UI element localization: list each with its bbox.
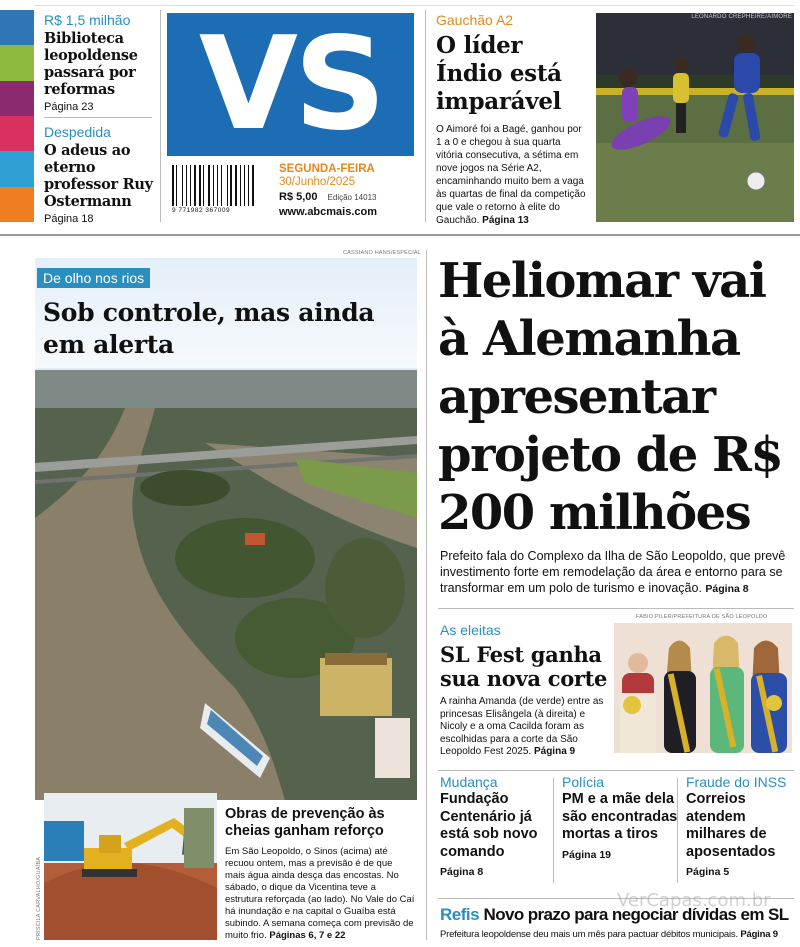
price: R$ 5,00 (279, 191, 318, 203)
barcode-bar (248, 165, 249, 206)
column-divider (160, 10, 161, 222)
refis-body (440, 929, 800, 940)
barcode-bar (233, 165, 234, 206)
barcode-bar (241, 165, 243, 206)
barcode-bar (190, 165, 191, 206)
barcode-bar (238, 165, 239, 206)
barcode-bar (188, 165, 189, 206)
barcode-bar (219, 165, 220, 206)
barcode-bar (211, 165, 212, 206)
photo-credit: FABIO PILER/PREFEITURA DE SÃO LEOPOLDO (636, 614, 768, 620)
page-reference: Página 19 (562, 848, 612, 861)
barcode-bar (208, 165, 210, 206)
refis-label: Refis (440, 905, 480, 924)
brief-headline: PM e a mãe dela são encontradas mortas a tiros (562, 791, 678, 842)
story-headline: O líder Índio está imparável (436, 32, 562, 115)
barcode-bar (223, 165, 225, 206)
story-obras[interactable] (225, 806, 415, 942)
photo-credit-vertical (36, 800, 42, 940)
barcode-bar (194, 165, 196, 206)
story-body-text: O Aimoré foi a Bagé, ganhou por 1 a 0 e chegou à sua quarta vitória consecutiva, a sétima em nove jogos na Série A2, encaminhando muito bem a vaga às quartas de final da competição que vale o retorno à elite do Gauchão. (436, 124, 586, 226)
logo-text: VS (198, 9, 383, 159)
page-reference: Páginas 6, 7 e 22 (269, 930, 346, 941)
barcode-bar (192, 165, 193, 206)
barcode-bar (240, 165, 241, 206)
barcode-bar (255, 165, 257, 206)
barcode-bar (197, 165, 198, 206)
story-headline: SL Fest ganha sua nova corte (440, 642, 608, 691)
excavator-illustration (44, 793, 217, 940)
story-headline[interactable]: Sob controle, mas ainda em alerta (43, 298, 375, 359)
barcode-bar (176, 165, 177, 206)
barcode-bar (199, 165, 201, 206)
newspaper-logo[interactable] (167, 9, 414, 159)
barcode-bar (182, 165, 183, 206)
barcode-bar (183, 165, 185, 206)
edition-info (279, 163, 419, 218)
barcode-bar (205, 165, 207, 206)
weekday: SEGUNDA-FEIRA (279, 163, 375, 175)
barcode-bar (175, 165, 176, 206)
court-photo (614, 623, 792, 753)
barcode-bar (252, 165, 254, 206)
story-kicker: R$ 1,5 milhão (44, 12, 131, 28)
page-reference: Página 5 (686, 866, 730, 878)
column-divider (426, 250, 427, 940)
soccer-photo (596, 13, 794, 222)
brief-policia[interactable] (562, 774, 680, 861)
page-reference: Página 13 (482, 215, 529, 226)
brief-mudanca[interactable] (440, 774, 552, 878)
top-rule (34, 5, 794, 6)
barcode-bar (244, 165, 245, 206)
edition-number: Edição 14013 (327, 193, 377, 202)
date: 30/Junho/2025 (279, 176, 356, 188)
story-slfest[interactable] (440, 622, 610, 759)
story-body (436, 123, 586, 227)
story-kicker-badge: De olho nos rios (37, 268, 150, 288)
story-body-text: A rainha Amanda (de verde) entre as princesas Elisângela (à direita) e Nicoly e a oma Cacilda foram as escolhidas para a corte da São Leopoldo Fest 2025. (440, 696, 604, 757)
column-divider (553, 778, 554, 883)
brief-inss[interactable] (686, 774, 798, 878)
section-divider (438, 608, 794, 609)
brief-headline: Fundação Centenário já está sob novo comando (440, 791, 538, 860)
story-headline: Obras de prevenção às cheias ganham reforço (225, 806, 385, 839)
page-reference: Página 8 (705, 583, 749, 595)
barcode-number: 9 771982 367009 (172, 207, 231, 214)
story-body-text: Prefeito fala do Complexo da Ilha de São Leopoldo, que prevê investimento forte em remodelação da área e entorno para se transformar em um polo de turismo e inovação. (440, 549, 786, 595)
column-divider (677, 778, 678, 883)
main-headline[interactable]: Heliomar vai à Alemanha apresentar projeto de R$ 200 milhões (438, 253, 783, 541)
aerial-river-photo (35, 258, 417, 800)
column-divider (425, 10, 426, 222)
story-headline: Biblioteca leopoldense passará por reformas (44, 30, 138, 98)
barcode-bar (203, 165, 204, 206)
page-reference: Página 18 (44, 213, 94, 225)
photo-credit: CASSIANO HANS/ESPECIAL (343, 250, 422, 256)
header-divider (0, 234, 800, 236)
story-despedida[interactable] (44, 124, 158, 225)
page-reference: Página 9 (533, 746, 576, 757)
barcode-bar (235, 165, 237, 206)
brief-kicker: Polícia (562, 774, 605, 790)
barcode-bars (172, 165, 258, 206)
barcode-bar (250, 165, 251, 206)
page-reference: Página 9 (740, 929, 778, 940)
barcode-bar (217, 165, 218, 206)
barcode-bar (246, 165, 248, 206)
barcode-bar (202, 165, 203, 206)
story-headline: O adeus ao eterno professor Ruy Ostermann (44, 142, 153, 210)
story-body (440, 696, 610, 759)
refis-headline: Novo prazo para negociar dívidas em SL (483, 905, 789, 924)
section-divider (438, 770, 794, 771)
watermark: VerCapas.com.br (617, 890, 771, 911)
barcode-bar (228, 165, 229, 206)
barcode (172, 165, 258, 215)
barcode-bar (186, 165, 188, 206)
excavator-photo (44, 793, 217, 940)
story-gauchao[interactable] (436, 12, 586, 227)
brief-headline: Correios atendem milhares de aposentados (686, 791, 776, 860)
barcode-bar (215, 165, 217, 206)
section-color-bar (0, 10, 34, 222)
story-biblioteca[interactable] (44, 12, 156, 113)
barcode-bar (227, 165, 228, 206)
story-kicker: As eleitas (440, 622, 501, 638)
main-story-body (440, 548, 794, 597)
brief-kicker: Mudança (440, 774, 498, 790)
barcode-bar (230, 165, 232, 206)
photo-credit: LEONARDO CREPHEIRE/AIMORÉ (691, 14, 792, 20)
photo-credit: PRISCILA CARVALHO/GUAÍBA (36, 856, 42, 940)
story-kicker: Despedida (44, 124, 111, 140)
story-body-text: Prefeitura leopoldense deu mais um mês para pactuar débitos municipais. (440, 929, 738, 940)
story-body-text: Em São Leopoldo, o Sinos (acima) até recuou ontem, mas a previsão é de que mais água ainda desça das encostas. No sábado, o dique da Vicentina teve a estrutura reforçada (ao lado). No Vale do Caí há inundação e na capital o Guaíba está subindo. A semana começa com previsão de muito frio. (225, 846, 415, 941)
soccer-illustration (596, 13, 794, 222)
page-reference: Página 8 (440, 866, 484, 878)
court-illustration (614, 623, 792, 753)
barcode-bar (178, 165, 180, 206)
story-body (225, 846, 415, 942)
website[interactable]: www.abcmais.com (279, 206, 378, 218)
page-reference: Página 23 (44, 101, 94, 113)
story-divider (44, 117, 152, 118)
barcode-bar (221, 165, 223, 206)
brief-kicker: Fraude do INSS (686, 774, 787, 790)
barcode-bar (213, 165, 214, 206)
story-kicker: Gauchão A2 (436, 12, 514, 28)
barcode-bar (172, 165, 174, 206)
